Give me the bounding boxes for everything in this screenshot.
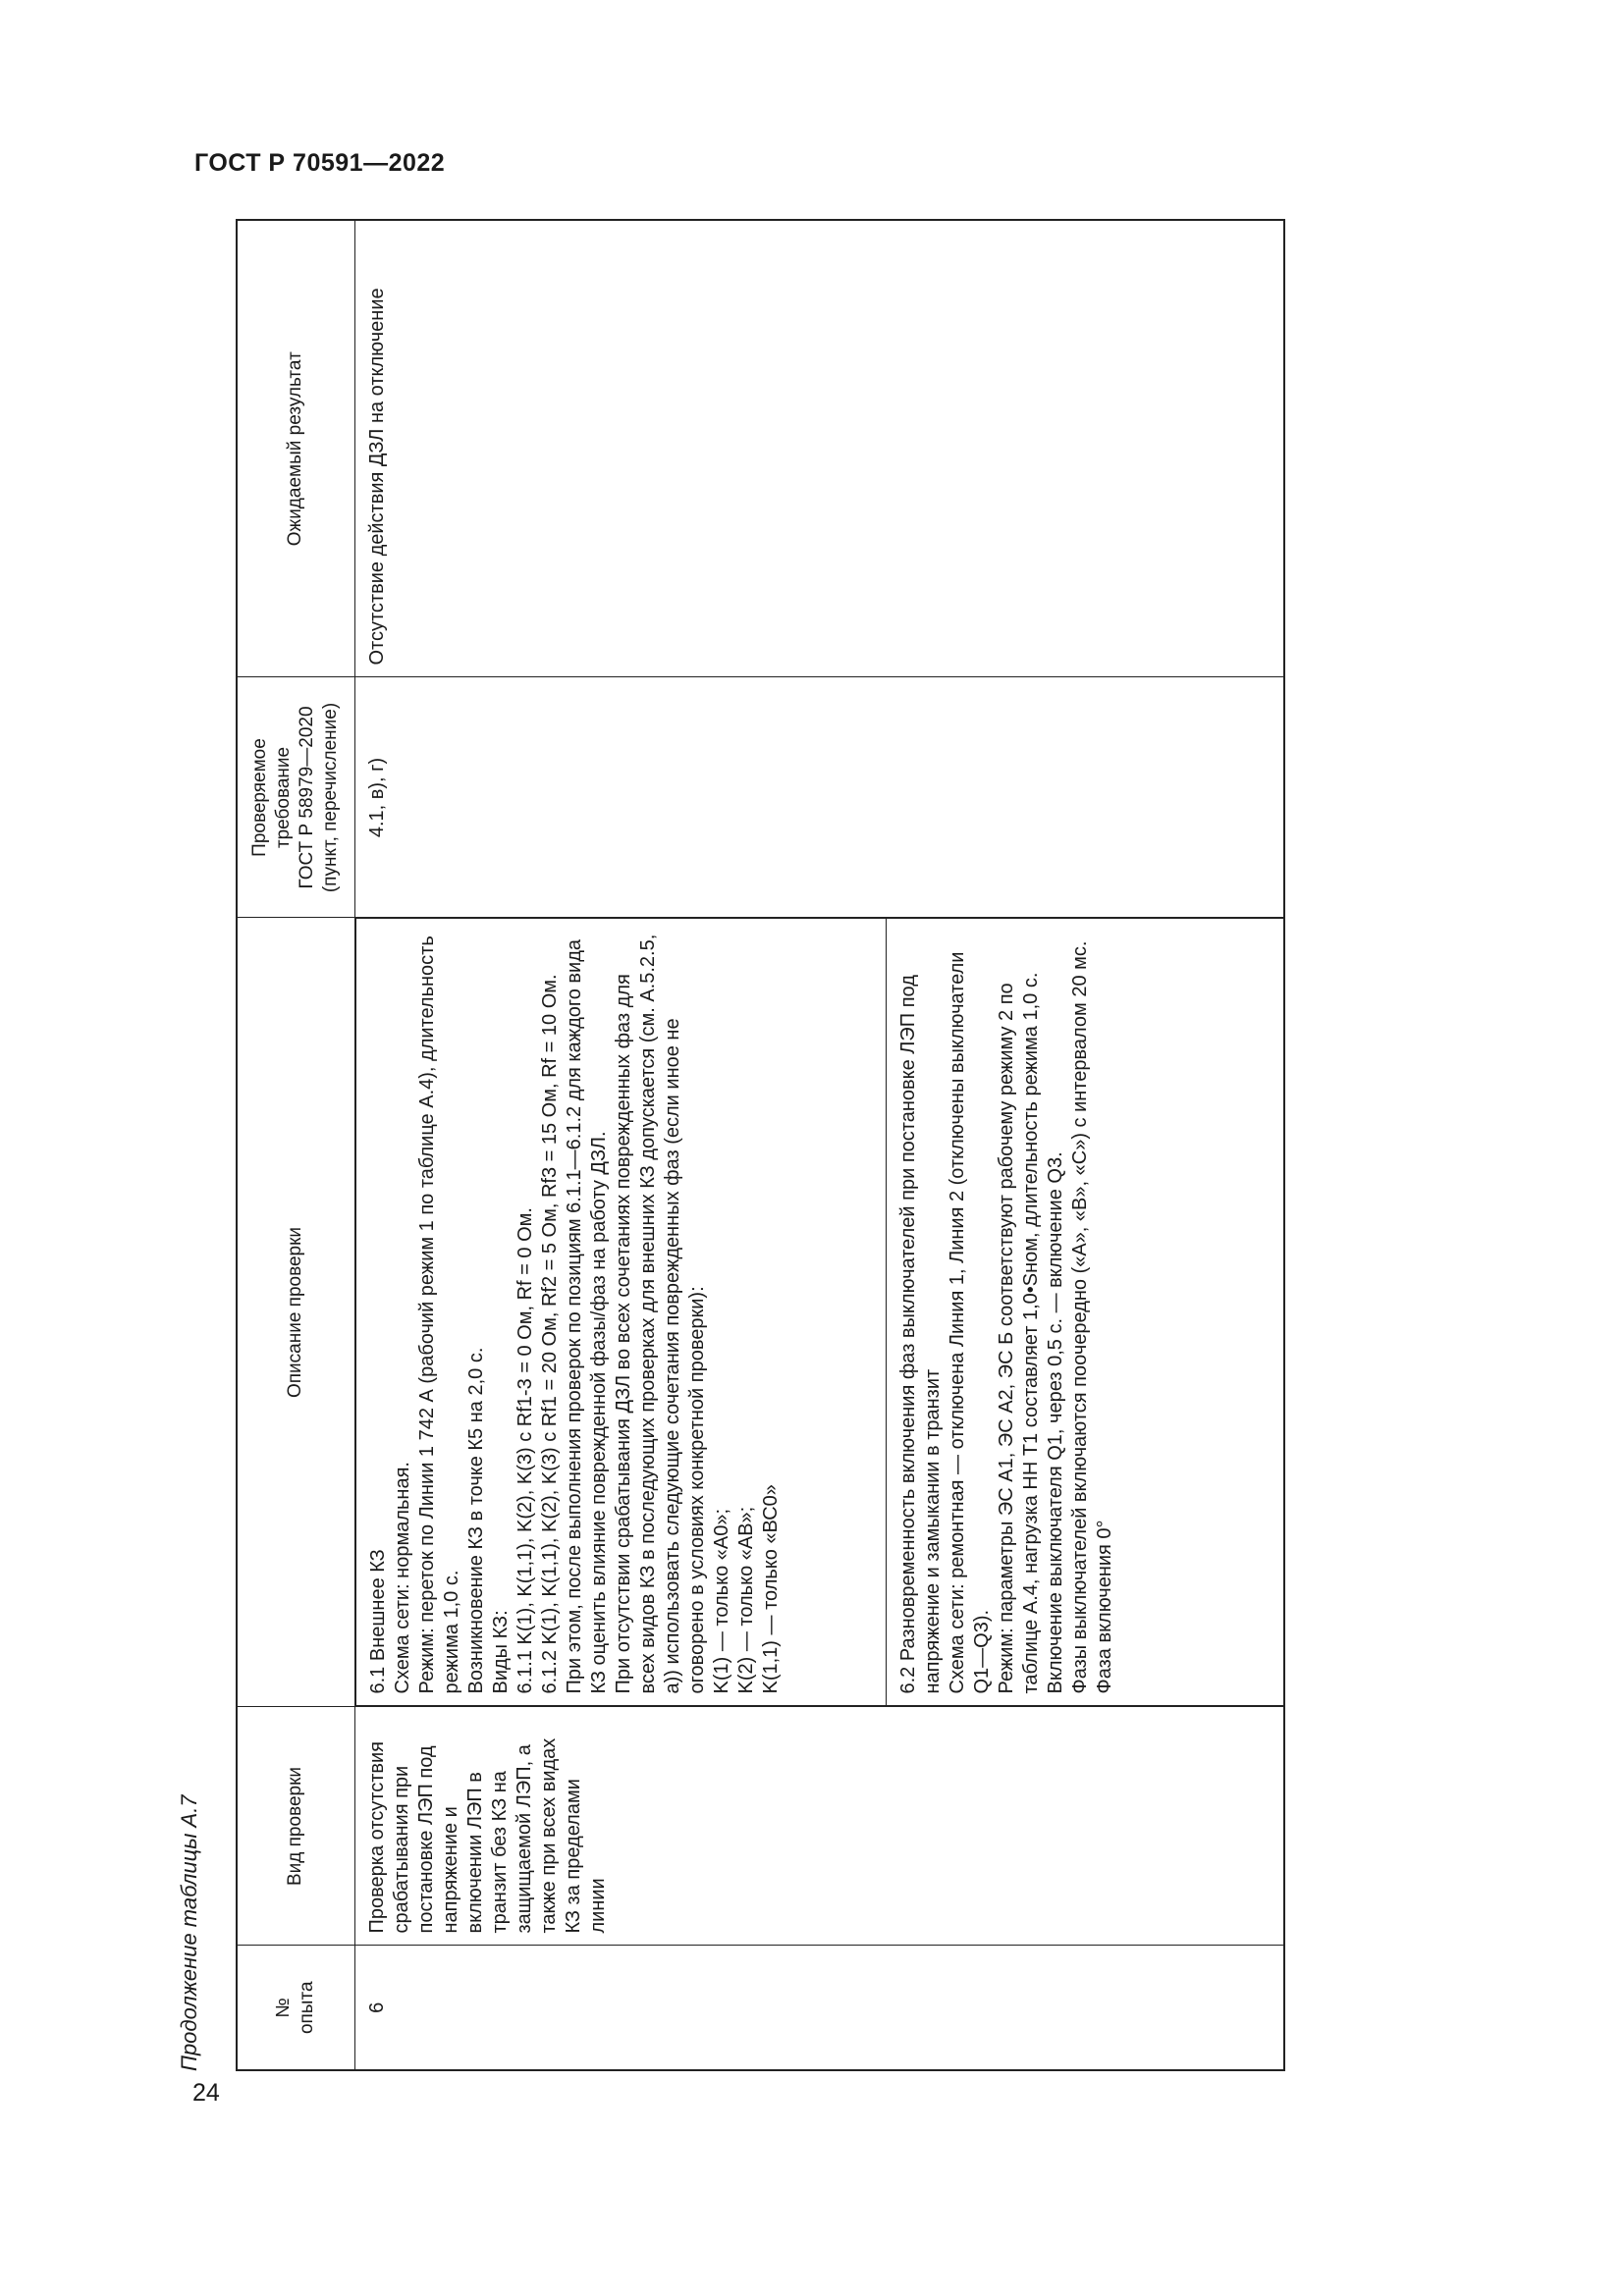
desc-line: Схема сети: нормальная. [391,1462,413,1694]
desc-line: K(1) — только «А0»; [710,1508,732,1694]
table-header-row [237,220,354,2070]
description-section-6-2 [887,920,1127,1706]
desc-line: Режим: переток по Линии 1 742 А (рабочий режим 1 по таблице А.4), длительность режима 1,0 с. [415,935,462,1694]
cell-test-kind: Проверка отсутствия срабатывания при постановке ЛЭП под напряжение и включении ЛЭП в транзит без КЗ на защищаемой ЛЭП, а также при всех видах КЗ за пределами линии [354,1707,1284,1946]
desc-line: Схема сети: ремонтная — отключена Линия 1, Линия 2 (отключены выключатели Q1—Q3). [946,951,993,1694]
desc-line: Включение выключателя Q1, через 0,5 с. — включение Q3. [1044,1151,1066,1694]
description-section-6-1 [356,920,887,1706]
desc-line: При этом, после выполнения проверок по позициям 6.1.1—6.1.2 для каждого вида КЗ оценить влияние поврежденной фазы/фаз на работу ДЗЛ. [563,938,610,1694]
col-header-description: Описание проверки [237,918,354,1707]
col-header-result: Ожидаемый результат [237,220,354,677]
desc-line: Фазы выключателей включаются поочередно («А», «В», «С») с интервалом 20 мс. Фаза включения 0° [1068,940,1115,1694]
rotated-table-area [177,221,1286,2071]
cell-requirement: 4.1, в), г) [354,677,1284,918]
desc-line: 6.2 Разновременность включения фаз выключателей при постановке ЛЭП под напряжение и замыкании в транзит [896,975,944,1694]
desc-line: 6.1.1 K(1), K(1,1), K(2), K(3) c Rf1-3 = 0 Ом, Rf = 0 Ом. [514,1207,536,1694]
col-header-num: № опыта [237,1946,354,2070]
cell-expected-result: Отсутствие действия ДЗЛ на отключение [354,220,1284,677]
table-row [354,220,1284,2070]
col-header-requirement: Проверяемое требование ГОСТ Р 58979—2020 (пункт, перечисление) [237,677,354,918]
desc-line: 6.1.2 K(1), K(1,1), K(2), K(3) c Rf1 = 20 Ом, Rf2 = 5 Ом, Rf3 = 15 Ом, Rf = 10 Ом. [538,974,561,1694]
desc-line: При отсутствии срабатывания ДЗЛ во всех сочетаниях поврежденных фаз для всех видов КЗ в последующих проверках для внешних КЗ допускается (см. А.5.2.5, а)) использовать следующие сочетания поврежденных фаз (если иное не оговорено в условиях конкретной проверки): [612,934,708,1694]
col-header-kind: Вид проверки [237,1707,354,1946]
desc-line: Виды КЗ: [489,1610,512,1694]
desc-line: Возникновение КЗ в точке К5 на 2,0 с. [464,1347,487,1694]
document-header: ГОСТ Р 70591—2022 [194,149,446,177]
desc-line: K(2) — только «АВ»; [734,1506,757,1694]
desc-line: 6.1 Внешнее КЗ [366,1549,389,1694]
cell-test-number: 6 [354,1946,1284,2070]
page-number: 24 [192,2079,220,2107]
desc-line: K(1,1) — только «ВС0» [759,1484,782,1694]
table-caption: Продолжение таблицы А.7 [177,1794,201,2071]
cell-description [355,919,1286,1707]
desc-line: Режим: параметры ЭС А1, ЭС А2, ЭС Б соответствуют рабочему режиму 2 по таблице А.4, нагрузка НН Т1 составляет 1,0•Sном, длительность режима 1,0 с. [995,972,1042,1694]
test-table [236,219,1285,2071]
